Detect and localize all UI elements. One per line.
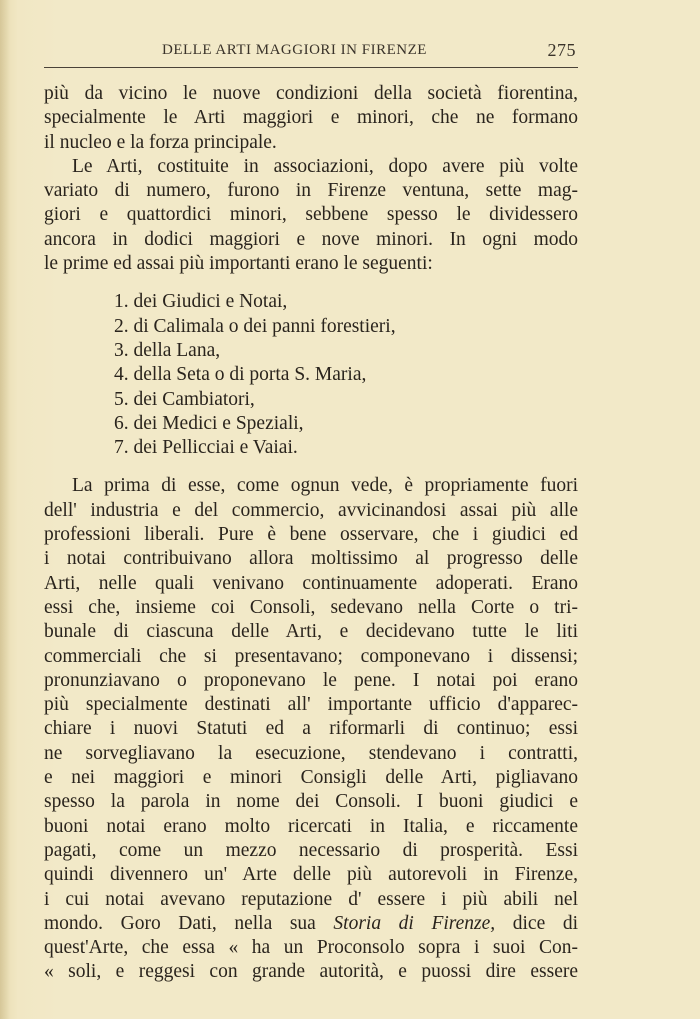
body-text [44, 82, 578, 985]
text-line: La prima di esse, come ognun vede, è propriamente fuori [72, 475, 578, 497]
page-number: 275 [547, 40, 576, 60]
list-item: 3. della Lana, [114, 339, 221, 361]
text-line: pronunziavano o proponevano le pene. I notai poi erano [44, 669, 578, 691]
text-line: variato di numero, furono in Firenze ventuna, sette mag- [44, 180, 578, 202]
text-line: le prime ed assai più importanti erano le seguenti: [44, 253, 433, 275]
text-line: i notai contribuivano allora moltissimo al progresso delle [44, 548, 578, 570]
text-line: bunale di ciascuna delle Arti, e decidevano tutte le liti [44, 621, 578, 643]
text-line: ancora in dodici maggiori e nove minori. In ogni modo [44, 228, 578, 250]
page-edge-shadow [0, 0, 10, 1019]
text-line: quindi divennero un' Arte delle più autorevoli in Firenze, [44, 864, 578, 886]
text-line: « soli, e reggesi con grande autorità, e puossi dire essere [44, 961, 578, 983]
text-line: quest'Arte, che essa « ha un Proconsolo sopra i suoi Con- [44, 937, 578, 959]
running-header [0, 40, 700, 66]
text-line: e nei maggiori e minori Consigli delle Arti, pigliavano [44, 767, 578, 789]
text-line-with-italic [44, 912, 578, 936]
text-line: chiare i nuovi Statuti ed a riformarli di continuo; essi [44, 718, 578, 740]
text-line: il nucleo e la forza principale. [44, 131, 277, 153]
text-line: i cui notai avevano reputazione d' essere i più abili nel [44, 888, 578, 910]
text-line: specialmente le Arti maggiori e minori, che ne formano [44, 107, 578, 129]
text-line: Le Arti, costituite in associazioni, dopo avere più volte [72, 155, 578, 177]
running-title: DELLE ARTI MAGGIORI IN FIRENZE [162, 42, 427, 58]
list-item: 6. dei Medici e Speziali, [114, 412, 304, 434]
text-segment: dice di [495, 912, 578, 934]
header-rule [44, 67, 578, 68]
text-line: spesso la parola in nome dei Consoli. I buoni giudici e [44, 791, 578, 813]
text-line: ne sorvegliavano la esecuzione, stendevano i contratti, [44, 742, 578, 764]
text-line: più da vicino le nuove condizioni della società fiorentina, [44, 83, 578, 104]
list-item: 4. della Seta o di porta S. Maria, [114, 364, 367, 386]
text-line: dell' industria e del commercio, avvicinandosi assai più alle [44, 499, 578, 521]
text-line: commerciali che si presentavano; componevano i dissensi; [44, 645, 578, 667]
list-item: 1. dei Giudici e Notai, [114, 291, 288, 313]
text-line: essi che, insieme coi Consoli, sedevano nella Corte o tri- [44, 596, 578, 618]
text-line: pagati, come un mezzo necessario di prosperità. Essi [44, 839, 578, 861]
text-line: giori e quattordici minori, sebbene spesso le dividessero [44, 204, 578, 226]
guild-list [44, 290, 578, 460]
text-line: professioni liberali. Pure è bene osservare, che i giudici ed [44, 524, 578, 546]
list-item: 2. di Calimala o dei panni forestieri, [114, 315, 396, 337]
list-item: 7. dei Pellicciai e Vaiai. [114, 437, 298, 459]
text-line: più specialmente destinati all' importante ufficio d'apparec- [44, 694, 578, 716]
book-title-italic: Storia di Firenze, [333, 912, 496, 934]
list-item: 5. dei Cambiatori, [114, 388, 255, 410]
text-line: buoni notai erano molto ricercati in Italia, e riccamente [44, 815, 578, 837]
text-line: Arti, nelle quali venivano continuamente adoperati. Erano [44, 572, 578, 594]
text-segment: mondo. Goro Dati, nella sua [44, 912, 334, 934]
